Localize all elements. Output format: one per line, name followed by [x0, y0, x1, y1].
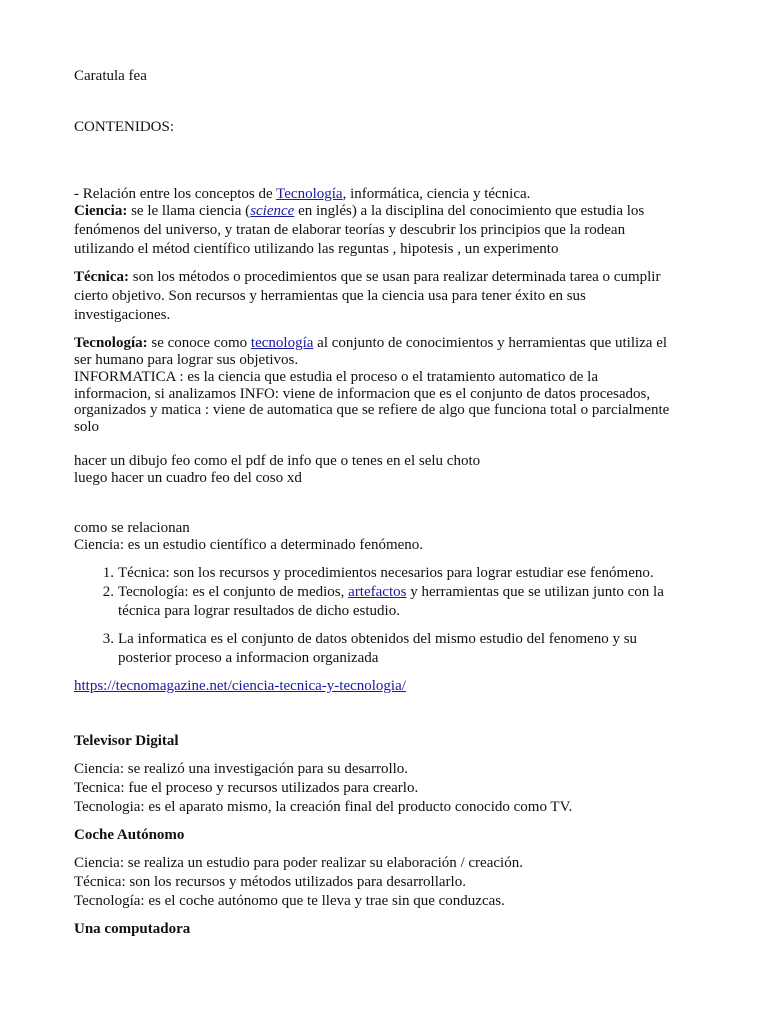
tecnica-line-1: Técnica: son los métodos o procedimientos que se usan para realizar determinada tarea o cumplir [74, 269, 661, 285]
tecnologia-line-2: ser humano para lograr sus objetivos. [74, 352, 299, 368]
relation-paragraph: - Relación entre los conceptos de Tecnología, informática, ciencia y técnica. [74, 186, 531, 202]
ciencia-line-1: Ciencia: se le llama ciencia (science en inglés) a la disciplina del conocimiento que estudia los [74, 203, 645, 219]
tv-line-3: Tecnologia: es el aparato mismo, la creación final del producto conocido como TV. [74, 799, 573, 815]
informatica-line-1: INFORMATICA : es la ciencia que estudia el proceso o el tratamiento automatico de la [74, 369, 599, 385]
tecnologia-link[interactable]: Tecnología [276, 186, 343, 202]
ciencia-label: Ciencia: [74, 203, 128, 219]
tecnica-label: Técnica: [74, 269, 129, 285]
artefactos-link[interactable]: artefactos [348, 584, 407, 600]
tecnologia-label: Tecnología: [74, 335, 148, 351]
coche-line-2: Técnica: son los recursos y métodos utilizados para desarrollarlo. [74, 874, 466, 890]
informatica-line-2: informacion, si analizamos INFO: viene de informacion que es el conjunto de datos procesados, [74, 386, 651, 402]
contents-heading: CONTENIDOS: [74, 119, 174, 135]
tv-line-2: Tecnica: fue el proceso y recursos utilizados para crearlo. [74, 780, 419, 796]
computadora-heading: Una computadora [74, 921, 191, 937]
note-line-2: luego hacer un cuadro feo del coso xd [74, 470, 302, 486]
ciencia-line-3: utilizando el métod científico utilizando las reguntas , hipotesis , un experimento [74, 241, 559, 257]
document-title: Caratula fea [74, 68, 147, 84]
relation-heading: como se relacionan [74, 520, 190, 536]
source-url-paragraph [74, 677, 694, 697]
source-url-link[interactable]: https://tecnomagazine.net/ciencia-tecnica-y-tecnologia/ [74, 678, 406, 694]
informatica-line-4: solo [74, 419, 100, 435]
coche-line-3: Tecnología: es el coche autónomo que te lleva y trae sin que conduzcas. [74, 893, 505, 909]
note-line-1: hacer un dibujo feo como el pdf de info que o tenes en el selu choto [74, 453, 481, 469]
tecnica-line-2: cierto objetivo. Son recursos y herramientas que la ciencia usa para tener éxito en sus [74, 288, 586, 304]
tecnica-line-3: investigaciones. [74, 307, 171, 323]
coche-heading: Coche Autónomo [74, 827, 185, 843]
informatica-line-3: organizados y matica : viene de automatica que se refiere de algo que funciona total o parcialmente [74, 402, 670, 418]
tv-line-1: Ciencia: se realizó una investigación para su desarrollo. [74, 761, 409, 777]
ciencia-line-2: fenómenos del universo, y tratan de elaborar teorías y descubrir los principios que la rodean [74, 222, 626, 238]
document-page: Caratula fea CONTENIDOS: - Relación entre los conceptos de Tecnología, informática, ciencia y técnica. Ciencia: se le llama ciencia (science en inglés) a la disciplina del conocimiento que estudia los fenómenos del universo, y tratan de elaborar teorías y descubrir los principios que la rodean utilizando el métod científico utilizando las reguntas , hipotesis , un experimento Técnica: son los métodos o procedimientos que se usan para realizar determinada tarea o cumplir cierto objetivo. Son recursos y herramientas que la ciencia usa para tener éxito en sus investigaciones. Tecnología: se conoce como tecnología al conjunto de conocimientos y herramientas que utiliza el ser humano para lograr sus objetivos. INFORMATICA : es la ciencia que estudia el proceso o el tratamiento automatico de la informacion, si analizamos INFO: viene de informacion que es el conjunto de datos procesados, organizados y matica : viene de automatica que se refiere de algo que funciona total o parcialmente solo hacer un dibujo feo como el pdf de info que o tenes en el selu choto luego hacer un cuadro feo del coso xd como se relacionan Ciencia: es un estudio científico a determinado fenómeno. 1. Técnica: son los recursos y procedimientos necesarios para lograr estudiar ese fenómeno. 2. Tecnología: es el conjunto de medios, artefactos y herramientas que se utilizan junto con la técnica para lograr resultados de dicho estudio. 3. La informatica es el conjunto de datos obtenidos del mismo estudio del fenomeno y su posterior proceso a informacion organizada https://tecnomagazine.net/ciencia-tecnica-y-tecnologia/ Televisor Digital Ciencia: se realizó una investigación para su desarrollo. Tecnica: fue el proceso y recursos utilizados para crearlo. Tecnologia: es el aparato mismo, la creación final del producto conocido como TV. Coche Autónomo Ciencia: se realiza un estudio para poder realizar su elaboración / creación. Técnica: son los recursos y métodos utilizados para desarrollarlo. Tecnología: es el coche autónomo que te lleva y trae sin que conduzcas. Una computadora [0, 0, 768, 1024]
relation-ciencia: Ciencia: es un estudio científico a determinado fenómeno. [74, 537, 424, 553]
tecnologia-def-link[interactable]: tecnología [250, 335, 314, 351]
coche-line-1: Ciencia: se realiza un estudio para poder realizar su elaboración / creación. [74, 855, 523, 871]
tv-heading: Televisor Digital [74, 733, 179, 749]
tecnologia-line-1: Tecnología: se conoce como tecnología al conjunto de conocimientos y herramientas que utiliza el [74, 335, 668, 351]
science-link[interactable]: science [250, 203, 295, 219]
